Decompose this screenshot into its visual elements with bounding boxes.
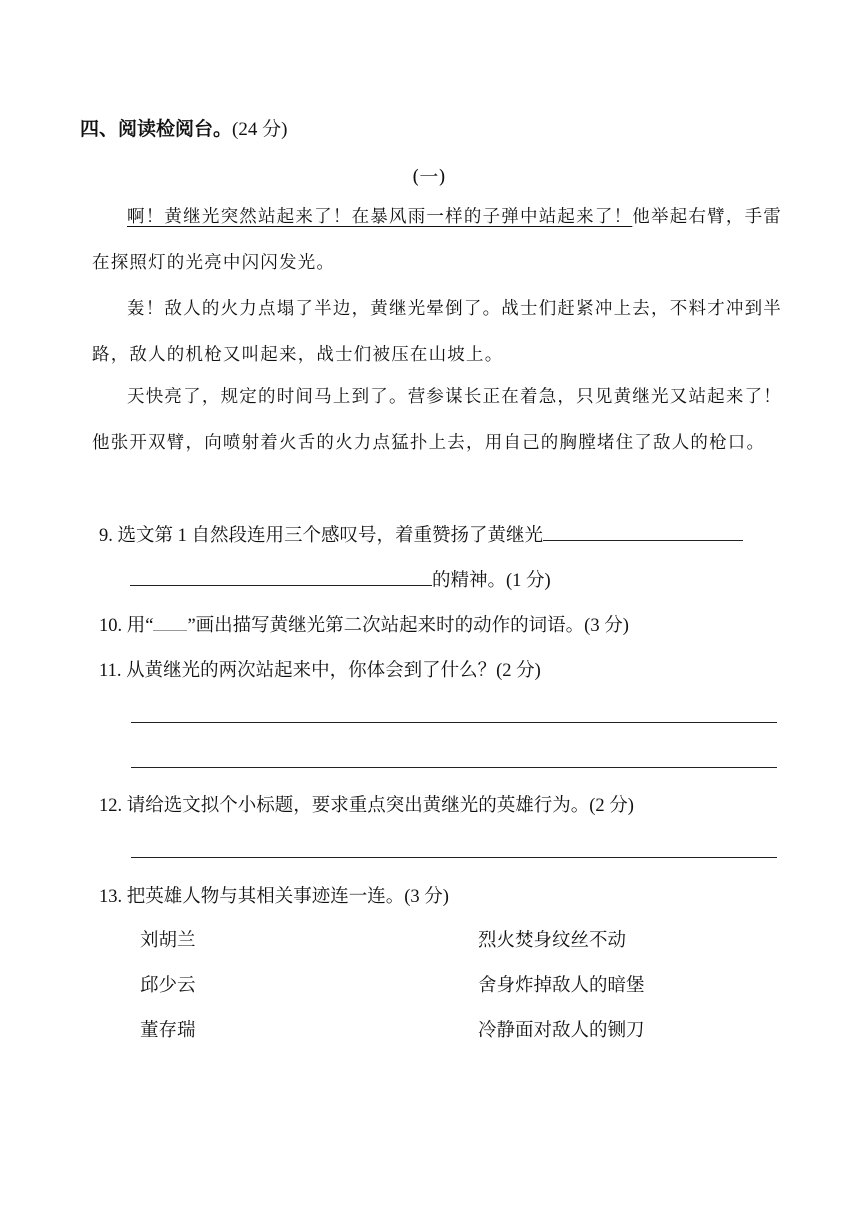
- question-13: 13. 把英雄人物与其相关事迹连一连。(3 分): [99, 887, 449, 907]
- answer-line-11-2[interactable]: [131, 767, 777, 768]
- question-10-pre: 10. 用“: [99, 616, 154, 636]
- answer-line-12[interactable]: [131, 857, 777, 858]
- match-right-1[interactable]: 烈火焚身纹丝不动: [478, 931, 627, 951]
- passage-paragraph-1: [92, 194, 782, 286]
- match-left-2[interactable]: 邱少云: [140, 976, 196, 996]
- question-9: [99, 521, 743, 547]
- passage-paragraph-2: 轰！敌人的火力点塌了半边，黄继光晕倒了。战士们赶紧冲上去，不料才冲到半路，敌人的机枪又叫起来，战士们被压在山坡上。: [92, 299, 782, 365]
- match-right-3[interactable]: 冷静面对敌人的铡刀: [478, 1021, 645, 1041]
- question-11: 11. 从黄继光的两次站起来中，你体会到了什么？(2 分): [99, 661, 541, 681]
- question-9-blank-1[interactable]: [543, 539, 743, 541]
- underline-sample: [153, 629, 187, 631]
- question-9-tail: 的精神。(1 分): [432, 571, 551, 591]
- match-right-2[interactable]: 舍身炸掉敌人的暗堡: [478, 976, 645, 996]
- section-score: (24 分): [232, 119, 288, 140]
- match-left-3[interactable]: 董存瑞: [140, 1021, 196, 1041]
- question-12: 12. 请给选文拟个小标题，要求重点突出黄继光的英雄行为。(2 分): [99, 796, 634, 816]
- match-left-1[interactable]: 刘胡兰: [140, 931, 196, 951]
- section-title: [80, 114, 287, 141]
- question-10: [99, 611, 629, 637]
- answer-line-11-1[interactable]: [131, 722, 777, 723]
- underlined-sentence: 啊！黄继光突然站起来了！在暴风雨一样的子弹中站起来了！: [127, 207, 633, 227]
- part-label: (一): [412, 166, 446, 188]
- question-9-line-2: [130, 566, 551, 592]
- question-10-post: ”画出描写黄继光第二次站起来时的动作的词语。(3 分): [187, 616, 629, 636]
- question-9-blank-2[interactable]: [130, 584, 432, 586]
- paragraph-1-rest: 他举起右臂，手雷在探照灯的光亮中闪闪发光。: [92, 207, 782, 273]
- section-title-text: 四、阅读检阅台。: [80, 118, 233, 140]
- question-9-text: 9. 选文第 1 自然段连用三个感叹号，着重赞扬了黄继光: [99, 526, 544, 546]
- passage-paragraph-3: 天快亮了，规定的时间马上到了。营参谋长正在着急，只见黄继光又站起来了！他张开双臂，向喷射着火舌的火力点猛扑上去，用自己的胸膛堵住了敌人的枪口。: [92, 387, 782, 453]
